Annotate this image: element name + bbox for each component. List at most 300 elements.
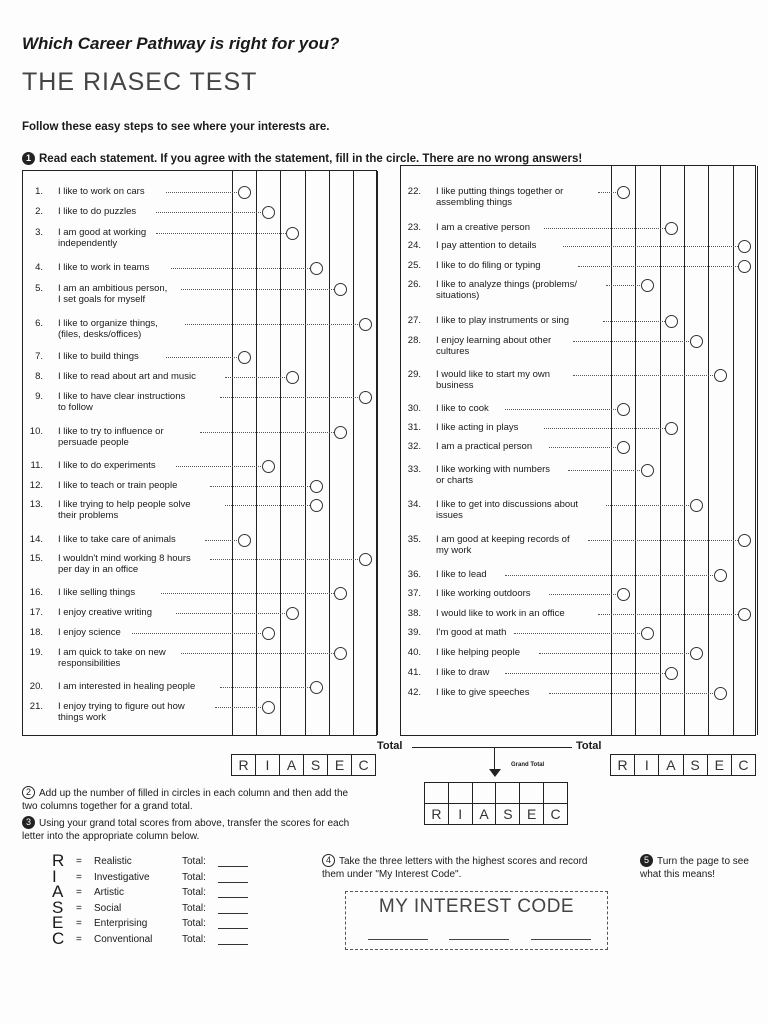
legend-letter: S [52, 897, 64, 917]
grand-total-letters [424, 803, 568, 825]
answer-circle[interactable] [334, 587, 347, 600]
answer-circle[interactable] [738, 240, 751, 253]
statement-text [58, 227, 233, 249]
leader-line [132, 633, 262, 634]
statement-text-line: I like to get into discussions about [436, 499, 579, 510]
left-total-letter-e: E [327, 755, 351, 775]
grand-total-arrow-icon [489, 769, 501, 777]
left-statements-panel [22, 170, 377, 736]
statement-number: 36. [407, 569, 421, 580]
step-5-text: Turn the page to see what this means! [640, 856, 749, 880]
legend-name: Realistic [94, 856, 132, 867]
statement-text-line: I like to do puzzles [58, 206, 137, 217]
left-total-letter-s: S [303, 755, 327, 775]
right-statements-panel [400, 165, 756, 736]
statement-text-line: situations) [436, 290, 480, 301]
leader-line [210, 559, 358, 560]
step-2-text: Add up the number of filled in circles in each column and then add the two columns together for a grand total. [22, 788, 349, 812]
statement-text [58, 701, 233, 723]
grand-total-arrow-stem [494, 747, 495, 771]
interest-code-blank-2[interactable] [449, 939, 509, 940]
answer-circle[interactable] [714, 569, 727, 582]
statement-text-line: their problems [58, 510, 119, 521]
grand-total-score-boxes [424, 782, 568, 804]
statement-text-line: I like to analyze things (problems/ [436, 279, 577, 290]
statement-text-line: assembling things [436, 197, 513, 208]
legend-eq: = [76, 856, 82, 867]
leader-line [544, 228, 665, 229]
column-divider [353, 171, 354, 735]
statement-text-line: persuade people [58, 437, 129, 448]
statement-text [436, 608, 611, 619]
legend-total: Total: [182, 933, 206, 945]
legend-eq: = [76, 933, 82, 945]
statement-text [58, 647, 233, 669]
statement-text [436, 464, 611, 486]
grand-total-letter-s: S [495, 804, 519, 824]
answer-circle[interactable] [286, 227, 299, 240]
statement-text-line: I like to do filing or typing [436, 260, 541, 271]
statement-text-line: independently [58, 238, 118, 249]
statement-number: 2. [35, 206, 43, 217]
statement-text-line: I like working outdoors [436, 588, 531, 599]
step-1 [22, 152, 582, 165]
leader-line [220, 397, 358, 398]
legend-total: Total: [182, 871, 206, 883]
legend-eq: = [76, 918, 82, 929]
legend-letter: C [52, 928, 65, 948]
intro-text: Follow these easy steps to see where your interests are. [22, 121, 330, 133]
leader-line [215, 707, 262, 708]
statement-number: 32. [407, 441, 421, 452]
column-divider [611, 166, 612, 735]
statement-text-line: I am good at working [58, 227, 147, 238]
column-divider [660, 166, 661, 735]
step-3-text: Using your grand total scores from above, transfer the scores for each letter into the appropriate column below. [22, 818, 350, 842]
statement-text-line: I am a practical person [436, 441, 533, 452]
leader-line [598, 192, 616, 193]
legend-total-blank[interactable] [218, 913, 248, 914]
grand-total-box[interactable] [472, 783, 496, 803]
leader-line [544, 428, 665, 429]
answer-circle[interactable] [359, 391, 372, 404]
answer-circle[interactable] [641, 627, 654, 640]
statement-text-line: responsibilities [58, 658, 121, 669]
statement-text-line: (files, desks/offices) [58, 329, 142, 340]
step-5 [640, 854, 758, 881]
statement-text-line: I enjoy learning about other [436, 335, 552, 346]
left-total-letter-a: A [279, 755, 303, 775]
statement-number: 10. [29, 426, 43, 437]
right-total-letter-e: E [707, 755, 731, 775]
right-total-label: Total [576, 740, 602, 752]
answer-circle[interactable] [334, 647, 347, 660]
statement-number: 24. [407, 240, 421, 251]
statement-text-line: I set goals for myself [58, 294, 146, 305]
statement-text-line: I like to lead [436, 569, 487, 580]
right-column-letters [610, 754, 756, 776]
statement-text [436, 335, 611, 357]
right-total-letter-c: C [731, 755, 755, 775]
leader-line [181, 289, 334, 290]
answer-circle[interactable] [665, 222, 678, 235]
legend-total-blank[interactable] [218, 944, 248, 945]
leader-line [505, 409, 617, 410]
leader-line [568, 470, 640, 471]
leader-line [200, 432, 334, 433]
answer-circle[interactable] [641, 279, 654, 292]
legend-total-blank[interactable] [218, 928, 248, 929]
step-4-text: Take the three letters with the highest scores and record them under "My Interest Code". [322, 856, 588, 880]
legend-eq: = [76, 871, 82, 883]
statement-text-line: I like to give speeches [436, 687, 530, 698]
leader-line [539, 653, 689, 654]
grand-total-box[interactable] [519, 783, 543, 803]
legend-eq: = [76, 902, 82, 914]
statement-text-line: I like working with numbers [436, 464, 551, 475]
left-total-label: Total [377, 740, 403, 752]
left-total-letter-c: C [351, 755, 375, 775]
legend-total: Total: [182, 887, 206, 898]
leader-line [598, 614, 738, 615]
legend-name: Conventional [94, 933, 153, 945]
statement-text-line: business [436, 380, 474, 391]
leader-line [588, 540, 738, 541]
statement-text [58, 553, 233, 575]
answer-circle[interactable] [617, 186, 630, 199]
leader-line [210, 486, 310, 487]
legend-eq: = [76, 887, 82, 898]
statement-number: 14. [29, 534, 43, 545]
statement-number: 21. [29, 701, 43, 712]
statement-number: 31. [407, 422, 421, 433]
answer-circle[interactable] [665, 667, 678, 680]
step-4 [322, 854, 612, 881]
leader-line [573, 341, 689, 342]
statement-text-line: my work [436, 545, 472, 556]
statement-text-line: I am interested in healing people [58, 681, 196, 692]
grand-total-box[interactable] [448, 783, 472, 803]
statement-text-line: I like to do experiments [58, 460, 156, 471]
answer-circle[interactable] [310, 262, 323, 275]
answer-circle[interactable] [262, 206, 275, 219]
leader-line [185, 324, 358, 325]
interest-code-box [345, 891, 608, 950]
grand-total-letter-r: R [431, 806, 442, 822]
statement-text [436, 369, 611, 391]
answer-circle[interactable] [617, 403, 630, 416]
page-title: Which Career Pathway is right for you? [22, 34, 340, 53]
answer-circle[interactable] [617, 441, 630, 454]
statement-text [436, 279, 611, 301]
statement-text-line: I enjoy science [58, 627, 121, 638]
left-total-letter-i: I [255, 755, 279, 775]
statement-number: 34. [407, 499, 421, 510]
legend-name: Social [94, 902, 122, 914]
statement-text [58, 283, 233, 305]
leader-line [573, 375, 713, 376]
legend-total-blank[interactable] [218, 882, 248, 883]
statement-number: 11. [30, 460, 43, 471]
column-divider [733, 166, 734, 735]
step-1-text: Read each statement. If you agree with the statement, fill in the circle. There are no wrong answers! [39, 153, 583, 165]
grand-total-box[interactable] [495, 783, 519, 803]
statement-text [58, 480, 233, 491]
leader-line [606, 285, 640, 286]
leader-line [505, 575, 714, 576]
statement-text-line: I like to take care of animals [58, 534, 176, 545]
answer-circle[interactable] [286, 607, 299, 620]
leader-line [225, 377, 286, 378]
legend-name: Enterprising [94, 918, 148, 929]
leader-line [220, 687, 310, 688]
statement-text-line: I am a creative person [436, 222, 530, 233]
statement-text [436, 315, 611, 326]
statement-text-line: I am good at keeping records of [436, 534, 570, 545]
statement-text-line: I like to try to influence or [58, 426, 164, 437]
legend-total: Total: [182, 856, 206, 867]
statement-text-line: I like to draw [436, 667, 490, 678]
statement-text-line: I like to read about art and music [58, 371, 196, 382]
answer-circle[interactable] [665, 315, 678, 328]
answer-circle[interactable] [310, 480, 323, 493]
leader-line [161, 593, 334, 594]
statement-text [58, 371, 233, 382]
statement-number: 9. [35, 391, 43, 402]
statement-number: 15. [29, 553, 43, 564]
legend-name: Artistic [94, 887, 124, 898]
statement-number: 27. [407, 315, 421, 326]
statement-text-line: I would like to work in an office [436, 608, 565, 619]
statement-text-line: I like to work in teams [58, 262, 150, 273]
statement-text-line: I like putting things together or [436, 186, 564, 197]
statement-text-line: I like trying to help people solve [58, 499, 191, 510]
answer-circle[interactable] [617, 588, 630, 601]
statement-text [436, 534, 611, 556]
answer-circle[interactable] [238, 534, 251, 547]
statement-number: 29. [407, 369, 421, 380]
answer-circle[interactable] [238, 351, 251, 364]
answer-circle[interactable] [690, 335, 703, 348]
answer-circle[interactable] [690, 499, 703, 512]
statement-number: 30. [407, 403, 421, 414]
leader-line [171, 268, 310, 269]
statement-text-line: or charts [436, 475, 473, 486]
legend-total-blank[interactable] [218, 866, 248, 867]
statement-text-line: cultures [436, 346, 470, 357]
statement-number: 17. [29, 607, 43, 618]
statement-number: 41. [407, 667, 421, 678]
statement-text-line: I am an ambitious person, [58, 283, 168, 294]
statement-number: 22. [407, 186, 421, 197]
leader-line [578, 266, 738, 267]
statement-text-line: I'm good at math [436, 627, 507, 638]
leader-line [181, 653, 334, 654]
right-total-letter-r: R [617, 757, 628, 773]
test-name: THE RIASEC TEST [22, 68, 258, 96]
statement-number: 33. [407, 464, 421, 475]
step-2-number: 2 [22, 786, 35, 799]
column-divider [305, 171, 306, 735]
leader-line [606, 505, 689, 506]
step-3 [22, 816, 357, 843]
answer-circle[interactable] [359, 318, 372, 331]
legend-total-blank[interactable] [218, 897, 248, 898]
answer-circle[interactable] [238, 186, 251, 199]
right-total-letter-i: I [634, 755, 658, 775]
legend-letter: R [52, 851, 65, 870]
statement-text-line: I like to cook [436, 403, 489, 414]
answer-circle[interactable] [738, 608, 751, 621]
statement-number: 42. [407, 687, 421, 698]
leader-line [563, 246, 737, 247]
statement-text-line: things work [58, 712, 107, 723]
legend-letter: E [52, 913, 64, 932]
statement-text [58, 318, 233, 340]
statement-number: 40. [407, 647, 421, 658]
statement-text-line: I am quick to take on new [58, 647, 166, 658]
column-divider [377, 171, 378, 735]
statement-text-line: I would like to start my own [436, 369, 551, 380]
grand-total-letter-c: C [543, 804, 567, 824]
step-5-number: 5 [640, 854, 653, 867]
statement-text [436, 499, 611, 521]
statement-text-line: I like to teach or train people [58, 480, 178, 491]
statement-text [436, 186, 611, 208]
statement-text-line: I like to work on cars [58, 186, 145, 197]
statement-number: 38. [407, 608, 421, 619]
leader-line [505, 673, 665, 674]
statement-text-line: I like to have clear instructions [58, 391, 186, 402]
statement-text-line: I like helping people [436, 647, 520, 658]
grand-total-letter-a: A [472, 804, 496, 824]
interest-code-blank-1[interactable] [368, 939, 428, 940]
statement-text-line: issues [436, 510, 463, 521]
answer-circle[interactable] [286, 371, 299, 384]
answer-circle[interactable] [714, 369, 727, 382]
grand-total-letter-e: E [519, 804, 543, 824]
leader-line [603, 321, 665, 322]
statement-number: 28. [407, 335, 421, 346]
statement-text-line: I enjoy creative writing [58, 607, 152, 618]
answer-circle[interactable] [310, 681, 323, 694]
left-total-letter-r: R [238, 757, 249, 773]
leader-line [514, 633, 640, 634]
statement-text [58, 426, 233, 448]
statement-text [58, 681, 233, 692]
answer-circle[interactable] [334, 426, 347, 439]
statement-number: 1. [35, 186, 43, 197]
answer-circle[interactable] [359, 553, 372, 566]
statement-text-line: I like to play instruments or sing [436, 315, 570, 326]
legend-total: Total: [182, 918, 206, 929]
leader-line [156, 212, 261, 213]
legend-letter: I [52, 866, 57, 886]
statement-number: 19. [29, 647, 43, 658]
answer-circle[interactable] [262, 460, 275, 473]
step-4-number: 4 [322, 854, 335, 867]
statement-text [58, 391, 233, 413]
left-column-letters [231, 754, 376, 776]
answer-circle[interactable] [310, 499, 323, 512]
step-1-number: 1 [22, 152, 35, 165]
statement-number: 37. [407, 588, 421, 599]
answer-circle[interactable] [738, 260, 751, 273]
answer-circle[interactable] [641, 464, 654, 477]
grand-total-letter-i: I [448, 804, 472, 824]
leader-line [176, 613, 286, 614]
statement-number: 16. [29, 587, 43, 598]
grand-total-box[interactable] [543, 783, 567, 803]
leader-line [549, 693, 714, 694]
column-divider [635, 166, 636, 735]
statement-number: 35. [407, 534, 421, 545]
statement-text-line: I enjoy trying to figure out how [58, 701, 185, 712]
leader-line [166, 192, 237, 193]
step-2 [22, 786, 357, 813]
statement-number: 13. [29, 499, 43, 510]
leader-line [166, 357, 237, 358]
answer-circle[interactable] [714, 687, 727, 700]
statement-text-line: to follow [58, 402, 93, 413]
right-total-letter-s: S [683, 755, 707, 775]
statement-number: 5. [35, 283, 43, 294]
answer-circle[interactable] [665, 422, 678, 435]
statement-number: 18. [29, 627, 43, 638]
leader-line [549, 447, 616, 448]
statement-number: 3. [35, 227, 43, 238]
grand-total-label: Grand Total [511, 762, 545, 768]
statement-number: 12. [29, 480, 43, 491]
legend-name: Investigative [94, 871, 150, 883]
step-3-number: 3 [22, 816, 35, 829]
leader-line [549, 594, 616, 595]
statement-number: 25. [407, 260, 421, 271]
statement-number: 7. [35, 351, 43, 362]
statement-number: 6. [35, 318, 43, 329]
statement-text-line: I like to organize things, [58, 318, 158, 329]
answer-circle[interactable] [334, 283, 347, 296]
statement-text [58, 499, 233, 521]
statement-number: 26. [407, 279, 421, 290]
grand-total-box[interactable] [425, 783, 448, 803]
statement-number: 39. [407, 627, 421, 638]
column-divider [256, 171, 257, 735]
column-divider [684, 166, 685, 735]
answer-circle[interactable] [262, 627, 275, 640]
column-divider [329, 171, 330, 735]
column-divider [708, 166, 709, 735]
interest-code-label: MY INTEREST CODE [378, 896, 575, 917]
statement-number: 8. [35, 371, 43, 382]
total-connector-line [412, 747, 572, 748]
answer-circle[interactable] [690, 647, 703, 660]
statement-text-line: per day in an office [58, 564, 139, 575]
answer-circle[interactable] [738, 534, 751, 547]
legend-total: Total: [182, 902, 206, 914]
statement-text-line: I wouldn't mind working 8 hours [58, 553, 191, 564]
column-divider [280, 171, 281, 735]
leader-line [156, 233, 286, 234]
leader-line [205, 540, 237, 541]
column-divider [757, 166, 758, 735]
leader-line [176, 466, 262, 467]
answer-circle[interactable] [262, 701, 275, 714]
interest-code-blank-3[interactable] [531, 939, 591, 940]
statement-text-line: I pay attention to details [436, 240, 537, 251]
statement-text-line: I like selling things [58, 587, 136, 598]
statement-number: 4. [35, 262, 43, 273]
